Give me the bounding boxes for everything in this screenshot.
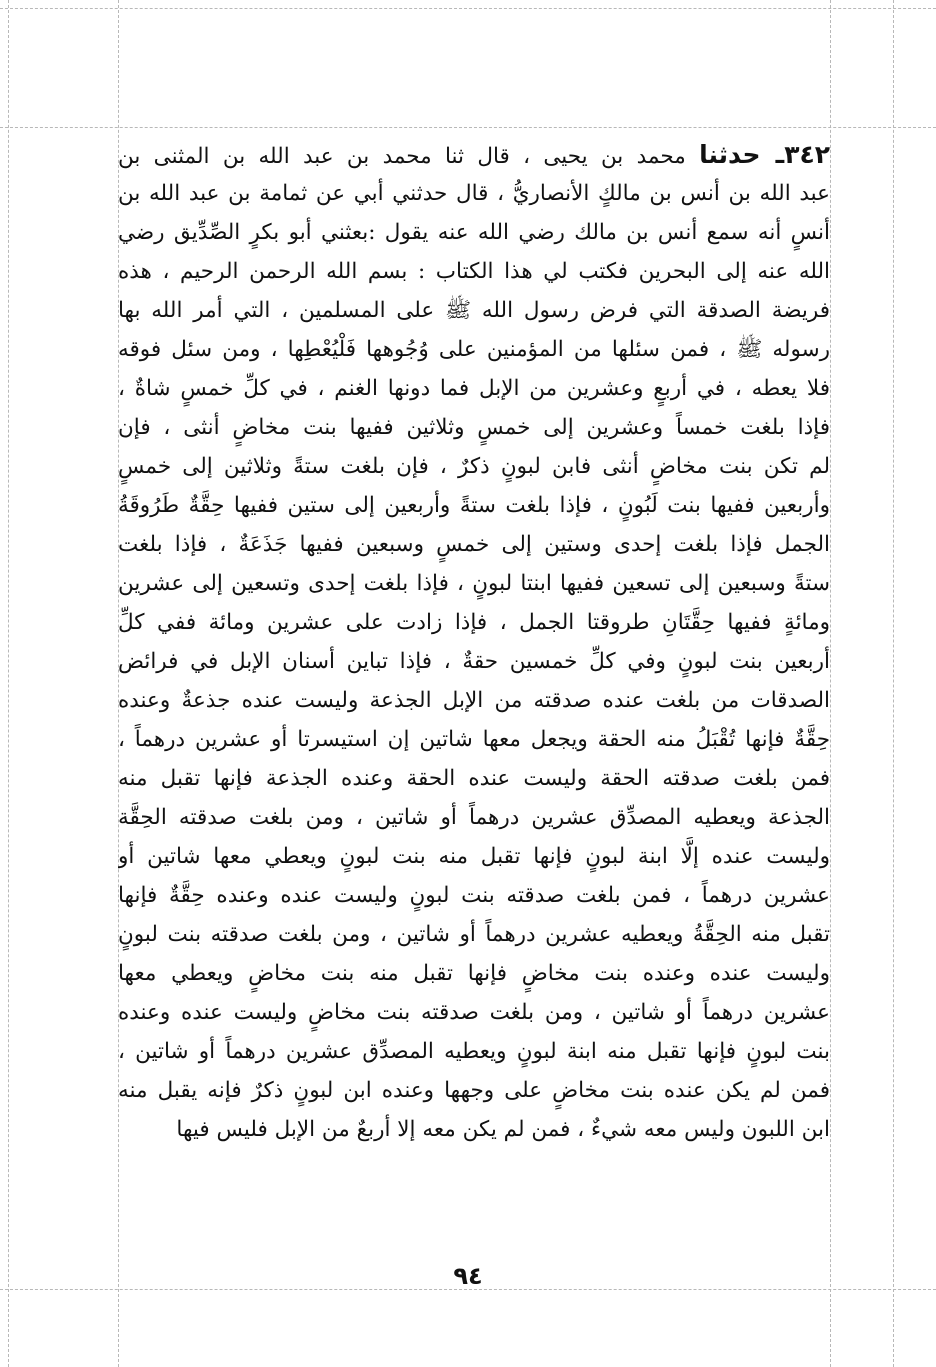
text-line: حِقَّةٌ فإنها تُقْبَلُ منه الحقة ويجعل معها شاتين إن استيسرتا أو عشرين درهماً ،	[118, 727, 830, 752]
text-line-first	[118, 135, 830, 174]
text-line: فريضة الصدقة التي فرض رسول الله ﷺ على المسلمين ، التي أمر الله بها	[118, 298, 830, 323]
margin-guide-left-outer	[8, 0, 9, 1367]
hadith-heading: ـ حدثنا	[699, 140, 785, 169]
text-line: وأربعين ففيها بنت لَبُونٍ ، فإذا بلغت ستةً وأربعين إلى ستين ففيها حِقَّةٌ طَرُوقَةُ	[118, 493, 830, 518]
text-line: وليست عنده إلَّا ابنة لبونٍ فإنها تقبل منه بنت لبونٍ ويعطي معها شاتين أو	[118, 844, 830, 869]
text-line-first-rest: محمد بن يحيى ، قال ثنا محمد بن عبد الله بن المثنى بن	[118, 144, 686, 169]
margin-guide-top-inner	[0, 127, 936, 128]
text-line: ابن اللبون وليس معه شيءٌ ، فمن لم يكن معه إلا أربعٌ من الإبل فليس فيها	[176, 1117, 830, 1142]
text-line: الجذعة ويعطيه المصدِّق عشرين درهماً أو شاتين ، ومن بلغت صدقته الحِقَّة	[118, 805, 830, 830]
hadith-text-block	[118, 135, 830, 1149]
text-line: وليست عنده وعنده بنت مخاضٍ فإنها تقبل منه بنت مخاضٍ ويعطي معها	[118, 961, 830, 986]
text-line: أربعين بنت لبونٍ وفي كلِّ خمسين حقةٌ ، فإذا تباين أسنان الإبل في فرائض	[118, 649, 830, 674]
text-line: عشرين درهماً ، فمن بلغت صدقته بنت لبونٍ وليست عنده وعنده حِقَّةٌ فإنها	[118, 883, 830, 908]
text-line: عشرين درهماً أو شاتين ، ومن بلغت صدقته بنت مخاضٍ وليست عنده وعنده	[118, 1000, 830, 1025]
margin-guide-top-outer	[0, 8, 936, 9]
text-line: الصدقات من بلغت عنده صدقته من الإبل الجذعة وليست عنده جذعةٌ وعنده	[118, 688, 830, 713]
text-line: فإذا بلغت خمساً وعشرين إلى خمسٍ وثلاثين ففيها بنت مخاضٍ أنثى ، فإن	[118, 415, 830, 440]
text-line: عبد الله بن أنس بن مالكٍ الأنصاريُّ ، قال حدثني أبي عن ثمامة بن عبد الله بن	[118, 181, 830, 206]
text-line: فمن لم يكن عنده بنت مخاضٍ على وجهها وعنده ابن لبونٍ ذكرٌ فإنه يقبل منه	[118, 1078, 830, 1103]
margin-guide-right-outer	[893, 0, 894, 1367]
text-line: ومائةٍ ففيها حِقَّتَانِ طروقتا الجمل ، فإذا زادت على عشرين ومائة ففي كلِّ	[118, 610, 830, 635]
hadith-number: ٣٤٢	[784, 140, 830, 169]
text-line: فمن بلغت صدقته الحقة وليست عنده الحقة وعنده الجذعة فإنها تقبل منه	[118, 766, 830, 791]
text-line: ستةً وسبعين إلى تسعين ففيها ابنتا لبونٍ ، فإذا بلغت إحدى وتسعين إلى عشرين	[118, 571, 830, 596]
text-line: الله عنه إلى البحرين فكتب لي هذا الكتاب : بسم الله الرحمن الرحيم ، هذه	[118, 259, 830, 284]
text-line: تقبل منه الحِقَّةُ ويعطيه عشرين درهماً أو شاتين ، ومن بلغت صدقته بنت لبونٍ	[118, 922, 830, 947]
margin-guide-right-inner	[830, 0, 831, 1367]
text-line: بنت لبونٍ فإنها تقبل منه ابنة لبونٍ ويعطيه المصدِّق عشرين درهماً أو شاتين ،	[118, 1039, 830, 1064]
page-number: ٩٤	[453, 1262, 483, 1290]
text-line: رسوله ﷺ ، فمن سئلها من المؤمنين على وُجُوهها فَلْيُعْطِها ، ومن سئل فوقه	[118, 337, 830, 362]
text-line: فلا يعطه ، في أربعٍ وعشرين من الإبل فما دونها الغنم ، في كلِّ خمسٍ شاةٌ ،	[118, 376, 830, 401]
text-line: الجمل فإذا بلغت إحدى وستين إلى خمسٍ وسبعين ففيها جَذَعَةٌ ، فإذا بلغت	[118, 532, 830, 557]
text-line: لم تكن بنت مخاضٍ أنثى فابن لبونٍ ذكرٌ ، فإن بلغت ستةً وثلاثين إلى خمسٍ	[118, 454, 830, 479]
text-line: أنسٍ أنه سمع أنس بن مالك رضي الله عنه يقول :بعثني أبو بكرٍ الصِّدِّيق رضي	[118, 220, 830, 245]
